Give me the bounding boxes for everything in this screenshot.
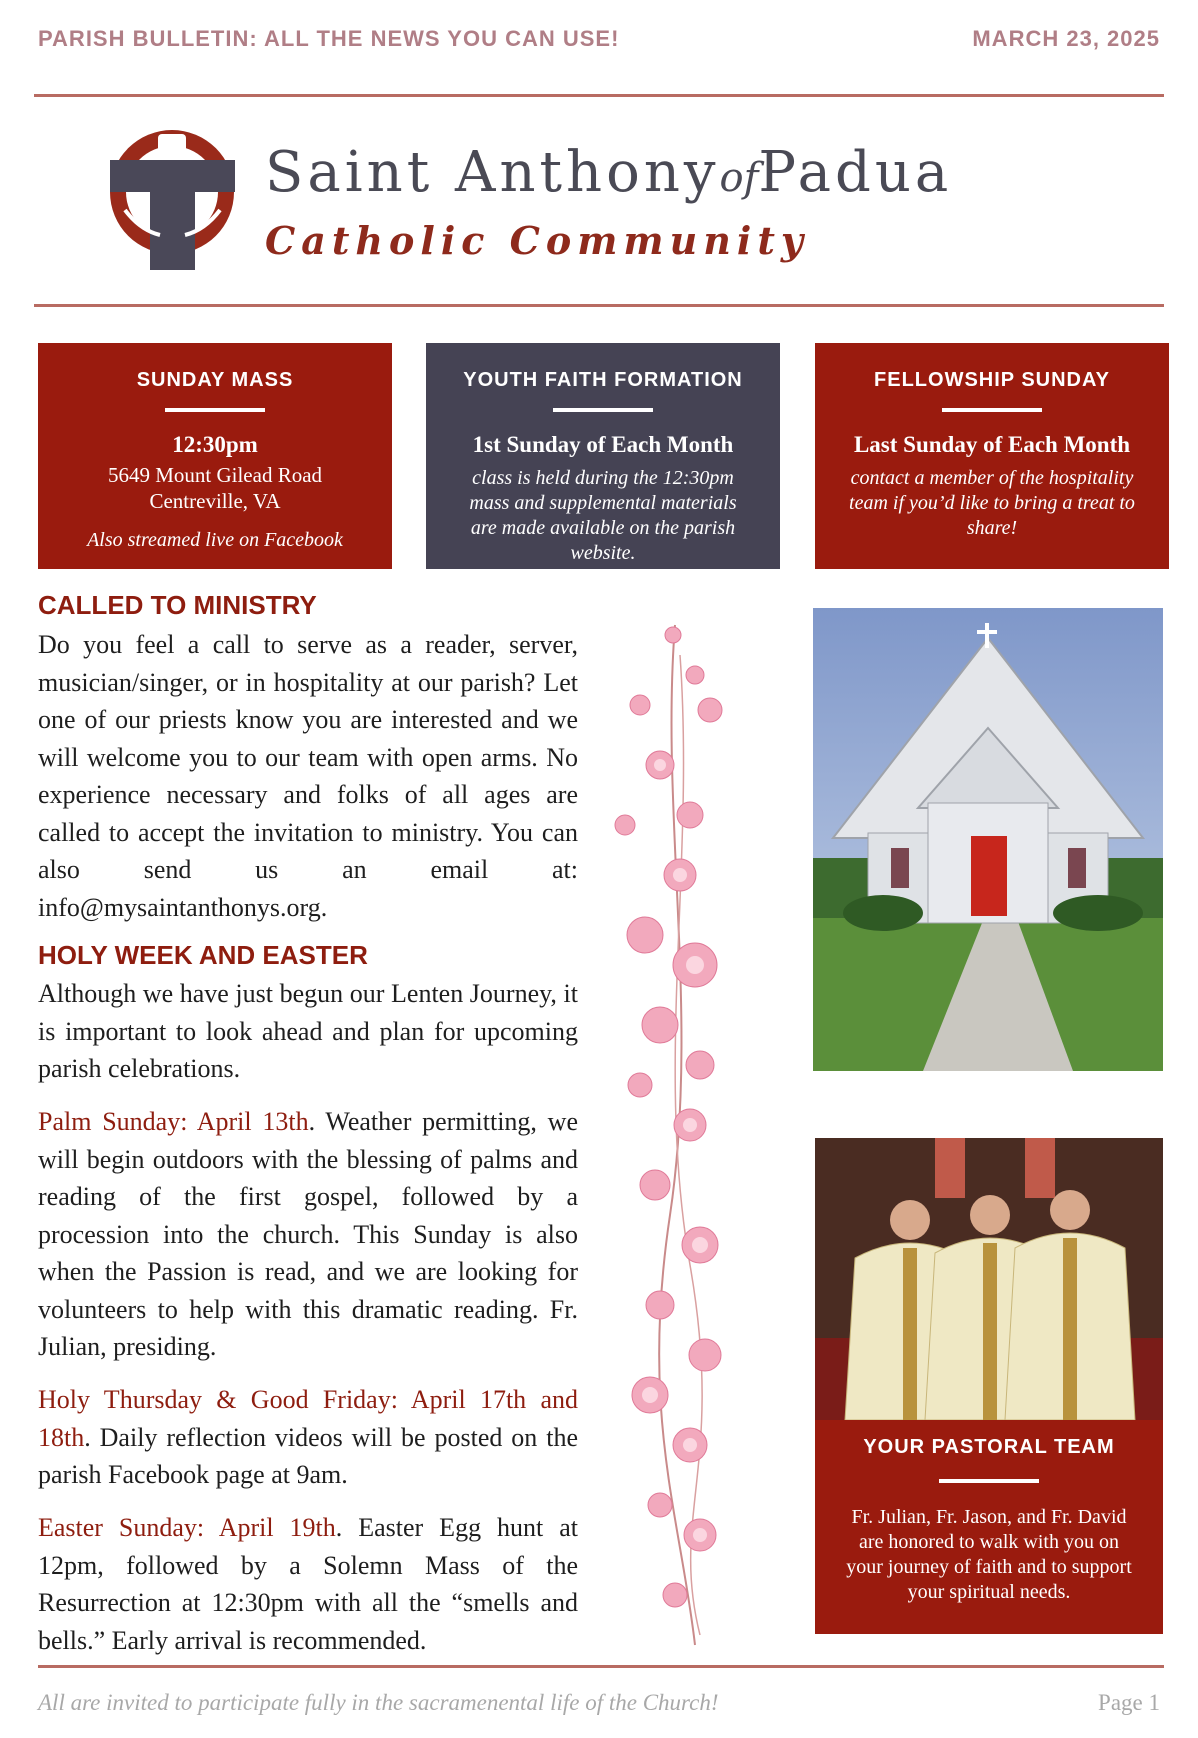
palm-sunday-body: . Weather permitting, we will begin outdoors with the blessing of palms and reading of the first gospel, followed by a procession into the church. This Sunday is also when the Passion is read, and we are looking for volunteers to help with this dramatic reading. Fr. Julian, presiding. [38, 1107, 578, 1361]
ministry-body: Do you feel a call to serve as a reader, server, musician/singer, or in hospitality at our parish? Let one of our priests know you are interested and we will welcome you to our team with open arms. No experience necessary and folks of all ages are called to accept the invitation to ministry. You can also send us an email at: info@mysaintanthonys.org. [38, 630, 578, 922]
holy-thursday-label: Holy Thursday & Good Friday: April 17th and 18th [38, 1385, 578, 1452]
footer-divider [38, 1665, 1164, 1668]
pastoral-team-body: Fr. Julian, Fr. Jason, and Fr. David are honored to walk with you on your journey of faith and to support your spiritual needs. [846, 1506, 1132, 1603]
box-title: FELLOWSHIP SUNDAY [874, 369, 1110, 391]
cherry-blossom-decoration [600, 615, 780, 1655]
holy-thursday-body: . Daily reflection videos will be posted on the parish Facebook page at 9am. [38, 1422, 578, 1489]
header-divider [34, 94, 1164, 97]
box-divider [942, 408, 1042, 412]
logo-divider [34, 304, 1164, 307]
youth-faith-box [426, 343, 780, 569]
logo-wordmark [265, 140, 952, 205]
easter-sunday-paragraph [38, 1509, 578, 1659]
fellowship-schedule: Last Sunday of Each Month [853, 432, 1131, 457]
pastoral-team-photo [815, 1138, 1163, 1420]
pastoral-team-box [815, 1420, 1163, 1634]
youth-schedule: 1st Sunday of Each Month [472, 432, 734, 457]
youth-description: class is held during the 12:30pm mass and supplemental materials are made available on the parish website. [469, 467, 737, 564]
mass-time: 12:30pm [172, 432, 258, 457]
parish-logo-icon [100, 120, 245, 280]
easter-intro: Although we have just begun our Lenten Journey, it is important to look ahead and plan for upcoming parish celebrations. [38, 979, 578, 1083]
logo-title-a: Saint Anthony [265, 140, 720, 205]
easter-sunday-label: Easter Sunday: April 19th [38, 1513, 336, 1542]
easter-sunday-body: . Easter Egg hunt at 12pm, followed by a Solemn Mass of the Resurrection at 12:30pm with all the “smells and bells.” Early arrival is recommended. [38, 1513, 578, 1655]
easter-heading: HOLY WEEK AND EASTER [38, 940, 368, 970]
fellowship-box [815, 343, 1169, 569]
church-photo [813, 608, 1163, 1071]
box-divider [553, 408, 653, 412]
mass-stream-note: Also streamed live on Facebook [87, 529, 343, 551]
ministry-heading: CALLED TO MINISTRY [38, 590, 317, 620]
box-divider [939, 1479, 1039, 1483]
logo-subtitle: Catholic Community [265, 218, 809, 263]
palm-sunday-paragraph [38, 1103, 578, 1366]
footer-message: All are invited to participate fully in the sacramenental life of the Church! [38, 1690, 719, 1715]
pastoral-team-heading: YOUR PASTORAL TEAM [863, 1436, 1115, 1458]
fellowship-description: contact a member of the hospitality team if you’d like to bring a treat to share! [849, 467, 1135, 539]
bulletin-date: MARCH 23, 2025 [972, 26, 1160, 51]
mass-address: 5649 Mount Gilead Road Centreville, VA [107, 463, 323, 513]
box-divider [165, 408, 265, 412]
logo-title-of: of [719, 155, 759, 201]
box-title: YOUTH FAITH FORMATION [463, 369, 743, 391]
holy-thursday-paragraph [38, 1381, 578, 1494]
palm-sunday-label: Palm Sunday: April 13th [38, 1107, 309, 1136]
bulletin-tagline: PARISH BULLETIN: ALL THE NEWS YOU CAN USE! [38, 26, 620, 51]
page-number: Page 1 [1098, 1690, 1160, 1715]
sunday-mass-box [38, 343, 392, 569]
logo-title-b: Padua [758, 140, 953, 205]
box-title: SUNDAY MASS [136, 369, 294, 391]
